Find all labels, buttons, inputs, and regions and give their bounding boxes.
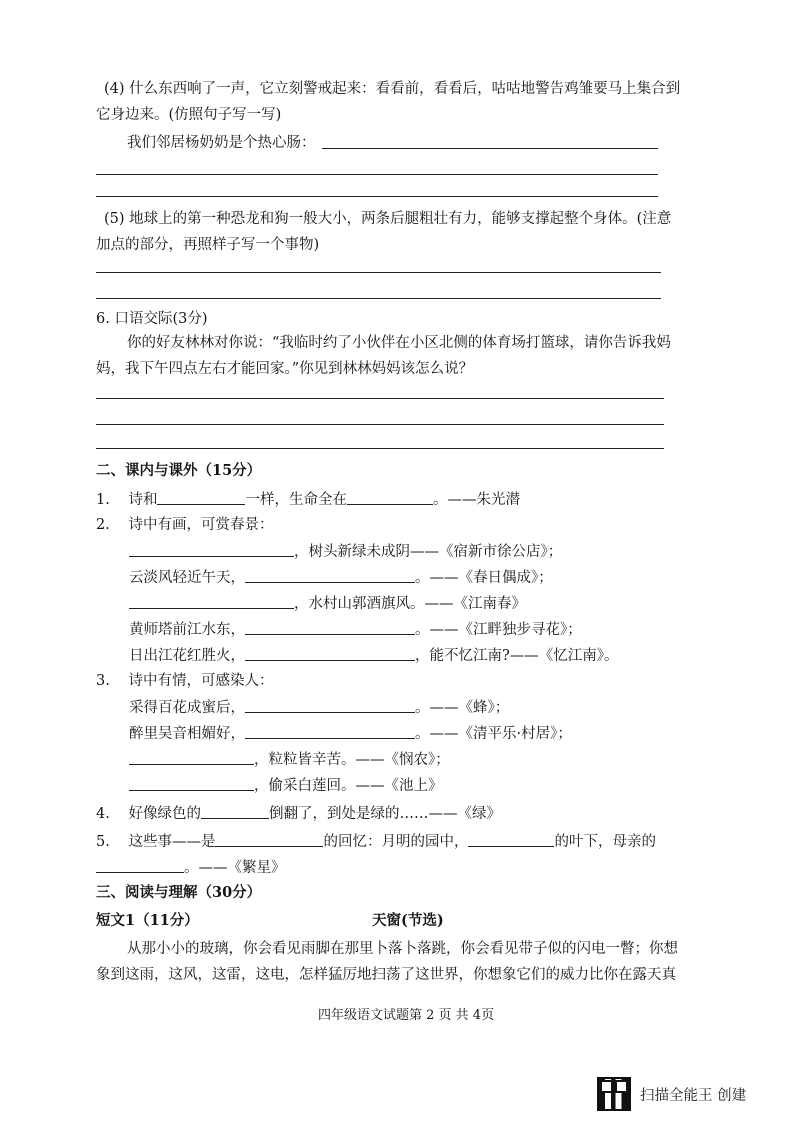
blank[interactable] [468,832,554,847]
q4-prompt: 我们邻居杨奶奶是个热心肠： [127,135,316,151]
item-3c: ，粒粒皆辛苦。——《悯农》； [129,750,450,769]
item-3b: 醉里吴音相媚好， 。——《清平乐·村居》； [129,726,572,742]
item-2c: ，水村山郭酒旗风。——《江南春》 [129,594,526,613]
passage-title: 天窗(节选) [372,912,444,929]
item-1: 1. 诗和 一样，生命全在 。——朱光潜 [96,492,520,508]
item-number: 5. [96,834,110,850]
blank[interactable] [129,776,254,791]
passage-label: 短文1（11分） [96,912,199,929]
section3-heading: 三、阅读与理解（30分） [96,884,262,901]
item-3d: ，偷采白莲回。——《池上》 [129,776,443,795]
item-number: 4. [96,806,110,822]
section2-heading: 二、课内与课外（15分） [96,462,262,479]
item-5b: 。——《繁星》 [96,858,286,877]
blank[interactable] [347,490,433,505]
item-5: 5. 这些事——是 的回忆：月明的园中， 的叶下，母亲的 [96,834,656,850]
blank[interactable] [245,724,415,739]
passage-line1: 从那小小的玻璃，你会看见雨脚在那里卜落卜落跳，你会看见带子似的闪电一瞥；你想 [127,941,678,957]
answer-line[interactable] [96,174,658,175]
answer-line[interactable] [96,424,664,425]
answer-line[interactable] [96,298,661,299]
item-3: 3. 诗中有情，可感染人： [96,673,274,689]
q6-line2: 妈，我下午四点左右才能回家。”你见到林林妈妈该怎么说？ [96,361,474,377]
item-number: 2. [96,517,110,533]
item-2e: 日出江花红胜火， ，能不忆江南?——《忆江南》。 [129,648,619,664]
q6-line1: 你的好友林林对你说：“我临时约了小伙伴在小区北侧的体育场打篮球，请你告诉我妈 [127,335,671,351]
q4-line1: (4) 什么东西响了一声，它立刻警戒起来：看看前，看看后，咕咕地警告鸡雏要马上集合到 [104,81,681,97]
blank[interactable] [245,568,415,583]
scanner-watermark: 扫描全能王 创建 [640,1088,747,1104]
blank[interactable] [129,750,254,765]
answer-line[interactable] [96,448,664,449]
item-4: 4. 好像绿色的 倒翻了，到处是绿的……——《绿》 [96,806,501,822]
blank[interactable] [157,490,245,505]
q5-line1: (5) 地球上的第一种恐龙和狗一般大小，两条后腿粗壮有力，能够支撑起整个身体。(注意 [104,211,672,227]
blank[interactable] [245,620,415,635]
blank[interactable] [245,698,415,713]
item-2: 2. 诗中有画，可赏春景： [96,517,274,533]
blank[interactable] [96,858,184,873]
blank[interactable] [129,542,294,557]
q5-line2: 加点的部分，再照样子写一个事物) [96,237,320,253]
qr-code-icon [597,1077,631,1111]
answer-line[interactable] [96,398,664,399]
blank[interactable] [245,646,415,661]
item-3a: 采得百花成蜜后， 。——《蜂》； [129,700,510,716]
item-2a: ，树头新绿未成阴——《宿新市徐公店》； [129,542,562,561]
item-number: 1. [96,492,110,508]
blank[interactable] [129,594,294,609]
item-number: 3. [96,673,110,689]
blank[interactable] [201,804,269,819]
blank[interactable] [215,832,323,847]
passage-line2: 象到这雨，这风，这雷，这电，怎样猛厉地扫荡了这世界，你想象它们的威力比你在露天真 [96,967,676,983]
answer-line[interactable] [96,196,658,197]
q6-title: 6. 口语交际(3分) [96,311,208,327]
item-2b: 云淡风轻近午天， 。——《春日偶成》； [129,570,553,586]
answer-line[interactable] [96,272,661,273]
answer-line[interactable] [322,148,658,149]
page-footer: 四年级语文试题第 2 页 共 4页 [318,1008,495,1023]
item-2d: 黄师塔前江水东， 。——《江畔独步寻花》； [129,622,582,638]
q4-line2: 它身边来。(仿照句子写一写) [96,107,282,123]
